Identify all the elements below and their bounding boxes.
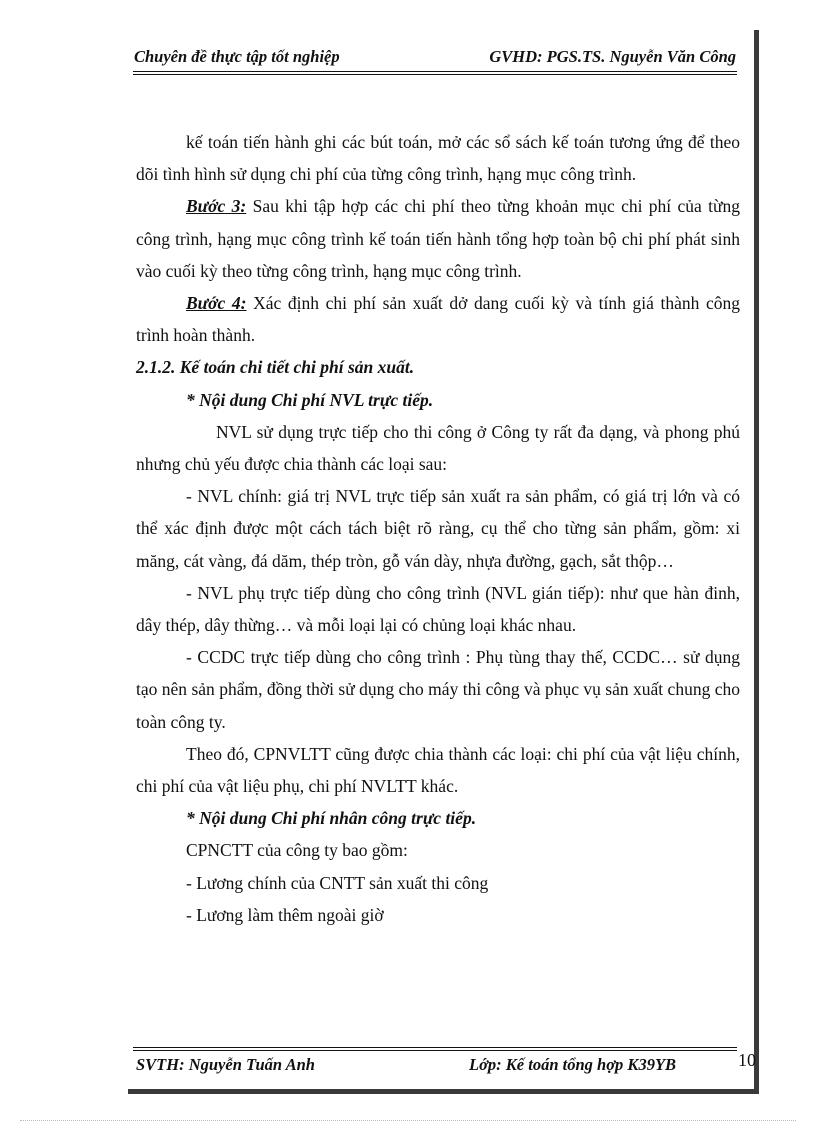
header-advisor: GVHD: PGS.TS. Nguyễn Văn Công [489,47,736,66]
header-title: Chuyên đề thực tập tốt nghiệp [134,47,340,66]
page-border-bottom [128,1089,759,1094]
step-4-text: Xác định chi phí sản xuất dở dang cuối kỳ và tính giá thành công trình hoàn thành. [136,293,740,346]
list-item-nvl-chinh: - NVL chính: giá trị NVL trực tiếp sản xuất ra sản phẩm, có giá trị lớn và có thể xác định được một cách tách biệt rõ ràng, cụ thể cho từng sản phẩm, gồm: xi măng, cát vàng, đá dăm, thép tròn, gỗ ván dày, nhựa đường, gạch, sắt thộp… [136,486,740,571]
paragraph-step-4 [136,287,740,351]
paragraph-1: kế toán tiến hành ghi các bút toán, mở các sổ sách kế toán tương ứng để theo dõi tình hình sử dụng chi phí của từng công trình, hạng mục công trình. [136,132,740,185]
footer-class: Lớp: Kế toán tổng hợp K39YB [469,1055,677,1074]
list-item-luong-them: - Lương làm thêm ngoài giờ [186,904,384,925]
page-header [134,47,736,71]
paragraph-cpnctt: CPNCTT của công ty bao gồm: [186,840,408,861]
page-edge-dotted-line [20,1120,796,1121]
paragraph-step-3 [136,190,740,287]
step-3-text: Sau khi tập hợp các chi phí theo từng khoản mục chi phí của từng công trình, hạng mục công trình kế toán tiến hành tổng hợp toàn bộ chi phí phát sinh vào cuối kỳ theo từng công trình, hạng mục công trình. [136,196,740,281]
page-border-right [754,30,759,1092]
subheading-nvl: * Nội dung Chi phí NVL trực tiếp. [186,389,434,410]
page-number: 10 [738,1050,756,1070]
footer-student: SVTH: Nguyễn Tuấn Anh [136,1055,315,1074]
list-item-ccdc: - CCDC trực tiếp dùng cho công trình : Phụ tùng thay thế, CCDC… sử dụng tạo nên sản phẩm, đồng thời sử dụng cho máy thi công và phục vụ sản xuất chung cho toàn công ty. [136,647,740,732]
list-item-luong-chinh: - Lương chính của CNTT sản xuất thi công [186,872,489,893]
paragraph-nvl-intro: NVL sử dụng trực tiếp cho thi công ở Công ty rất đa dạng, và phong phú nhưng chủ yếu được chia thành các loại sau: [136,421,740,475]
step-4-label: Bước 4: [186,293,247,314]
footer-rule [133,1047,737,1051]
list-item-nvl-phu: - NVL phụ trực tiếp dùng cho công trình (NVL gián tiếp): như que hàn đinh, dây thép, dây thừng… và mỗi loại lại có chủng loại khác nhau. [136,582,740,636]
section-heading: 2.1.2. Kế toán chi tiết chi phí sản xuất. [136,357,415,378]
subheading-nhan-cong: * Nội dung Chi phí nhân công trực tiếp. [186,808,477,829]
header-rule [133,71,737,75]
document-body [136,126,740,931]
paragraph-cpnvltt: Theo đó, CPNVLTT cũng được chia thành các loại: chi phí của vật liệu chính, chi phí của vật liệu phụ, chi phí NVLTT khác. [136,743,740,797]
step-3-label: Bước 3: [186,196,247,217]
